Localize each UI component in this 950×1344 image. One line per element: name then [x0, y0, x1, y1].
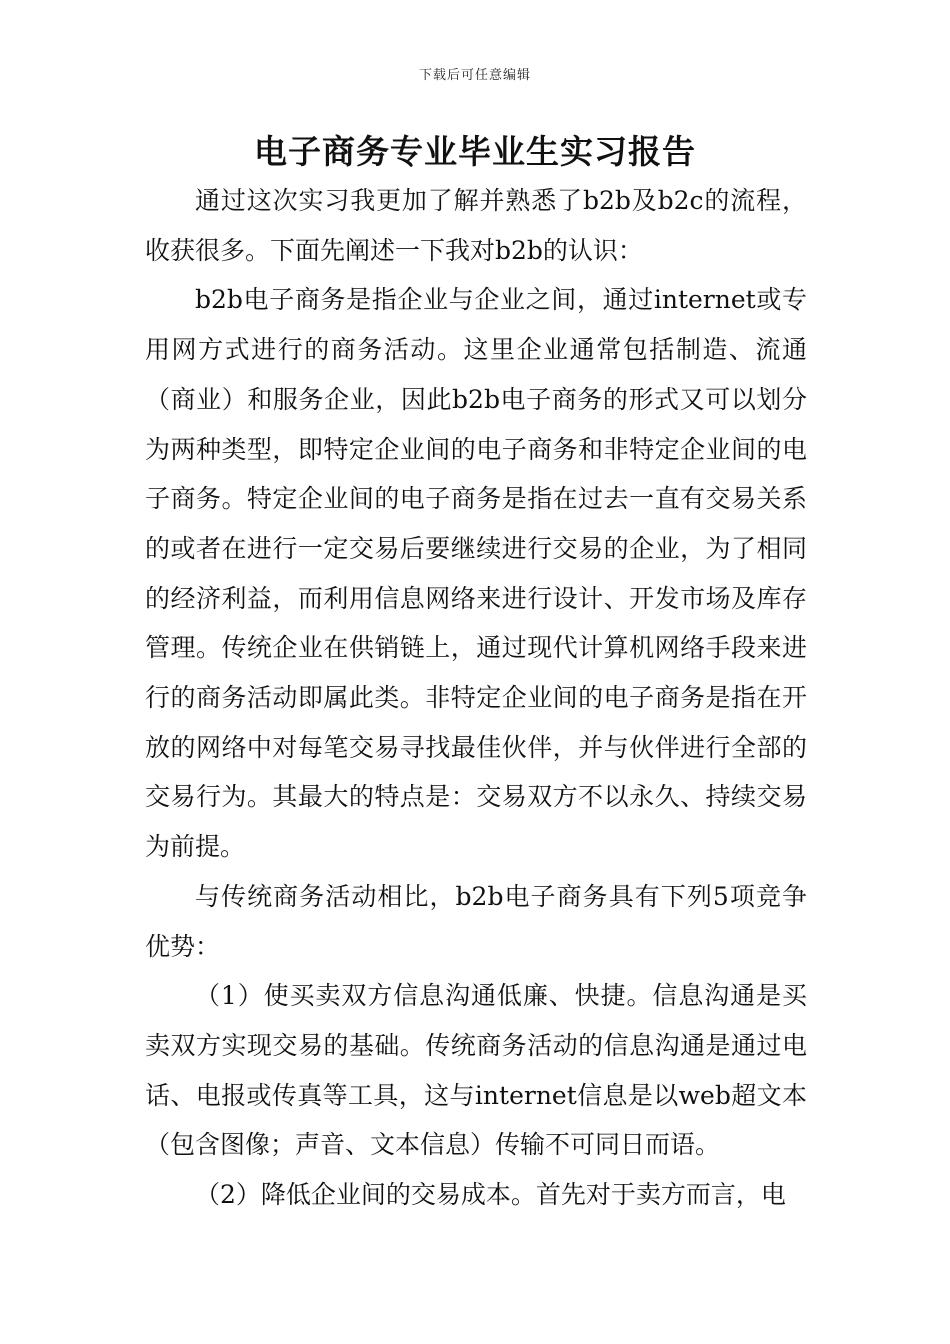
header-note: 下载后可任意编辑 [418, 68, 531, 83]
paragraph-advantages-intro: 与传统商务活动相比，b2b电子商务具有下列5项竞争优势： [145, 881, 807, 961]
document-body [145, 176, 807, 1220]
paragraph-b2b-definition: b2b电子商务是指企业与企业之间，通过internet或专用网方式进行的商务活动。这里企业通常包括制造、流通（商业）和服务企业，因此b2b电子商务的形式又可以划分为两种类型，即特定企业间的电子商务和非特定企业间的电子商务。特定企业间的电子商务是指在过去一直有交易关系的或者在进行一定交易后要继续进行交易的企业，为了相同的经济利益，而利用信息网络来进行设计、开发市场及库存管理。传统企业在供销链上，通过现代计算机网络手段来进行的商务活动即属此类。非特定企业间的电子商务是指在开放的网络中对每笔交易寻找最佳伙伴，并与伙伴进行全部的交易行为。其最大的特点是：交易双方不以永久、持续交易为前提。 [145, 285, 807, 862]
document-title: 电子商务专业毕业生实习报告 [254, 132, 696, 171]
paragraph-advantage-2: （2）降低企业间的交易成本。首先对于卖方而言，电 [195, 1180, 786, 1210]
paragraph-advantage-1: （1）使买卖双方信息沟通低廉、快捷。信息沟通是买卖双方实现交易的基础。传统商务活动的信息沟通是通过电话、电报或传真等工具，这与internet信息是以web超文本（包含图像；声音、文本信息）传输不可同日而语。 [145, 981, 807, 1160]
paragraph-intro: 通过这次实习我更加了解并熟悉了b2b及b2c的流程，收获很多。下面先阐述一下我对b2b的认识： [145, 186, 807, 265]
